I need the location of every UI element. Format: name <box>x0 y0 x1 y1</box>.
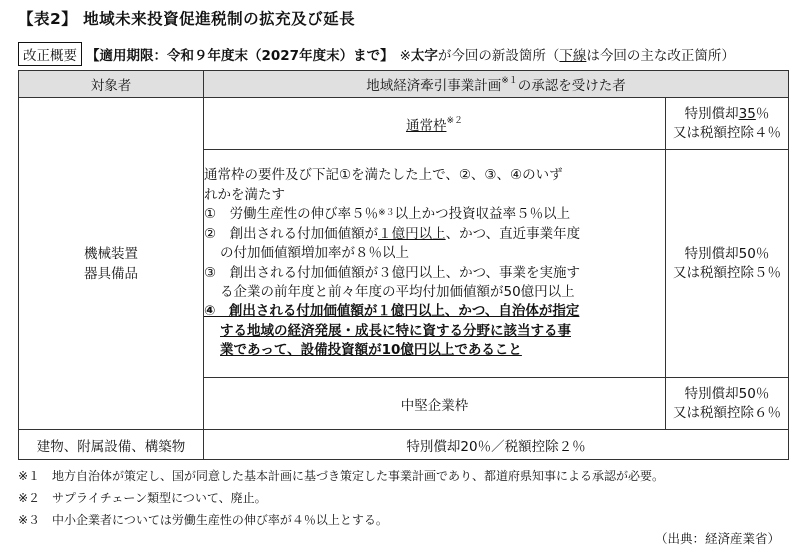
building-value: 特別償却20％／税額控除２％ <box>204 430 789 460</box>
requirements-cell: 通常枠の要件及び下記①を満たした上で、②、③、④のいず れかを満たす ① 労働生産性の伸び率５％$^{※3}$以上かつ投資収益率５％以上 ② 創出される付加価値額が１億円以上、かつ、直近事業年度 の付加価値額増加率が８％以上 ③ 創出される付加価値額が３億円以上、かつ、事業を実施す る企業の前年度と前々年度の平均付加価値額が50億円以上 ④ 創出される付加価値額が１億円以上、かつ、自治体が指定 する地域の経済発展・成長に特に資する分野に該当する事 業であって、設備投資額が10億円以上であること <box>204 150 666 378</box>
application-period: 【適用期限：令和９年度末（2027年度末）まで】 <box>86 48 394 64</box>
tax-system-table <box>18 70 789 460</box>
summary-badge: 改正概要 <box>18 42 82 66</box>
normal-frame-tax: 特別償却35％ 又は税額控除４％ <box>666 98 789 150</box>
midsize-frame-tax: 特別償却50％ 又は税額控除６％ <box>666 378 789 430</box>
midsize-frame-cell: 中堅企業枠 <box>204 378 666 430</box>
footnote: ※２ サプライチェーン類型について、廃止。 <box>18 491 267 505</box>
legend-note: ※太字が今回の新設箇所（下線は今回の主な改正箇所） <box>399 48 735 64</box>
normal-frame-cell: 通常枠$^{※2}$ <box>204 98 666 150</box>
source-credit: （出典：経済産業省） <box>654 531 780 546</box>
building-label: 建物、附属設備、構築物 <box>19 430 204 460</box>
requirements-tax: 特別償却50％ 又は税額控除５％ <box>666 150 789 378</box>
machinery-label: 機械装置 器具備品 <box>19 98 204 430</box>
footnote: ※１ 地方自治体が策定し、国が同意した基本計画に基づき策定した事業計画であり、都道府県知事による承認が必要。 <box>18 469 665 483</box>
page-title: 【表2】 地域未来投資促進税制の拡充及び延長 <box>18 10 356 28</box>
footnotes <box>18 465 664 531</box>
footnote: ※３ 中小企業者については労働生産性の伸び率が４％以上とする。 <box>18 513 388 527</box>
header-target: 対象者 <box>19 71 204 98</box>
header-plan: 地域経済牽引事業計画$^{※1}$の承認を受けた者 <box>204 71 789 98</box>
summary-line <box>18 42 735 66</box>
